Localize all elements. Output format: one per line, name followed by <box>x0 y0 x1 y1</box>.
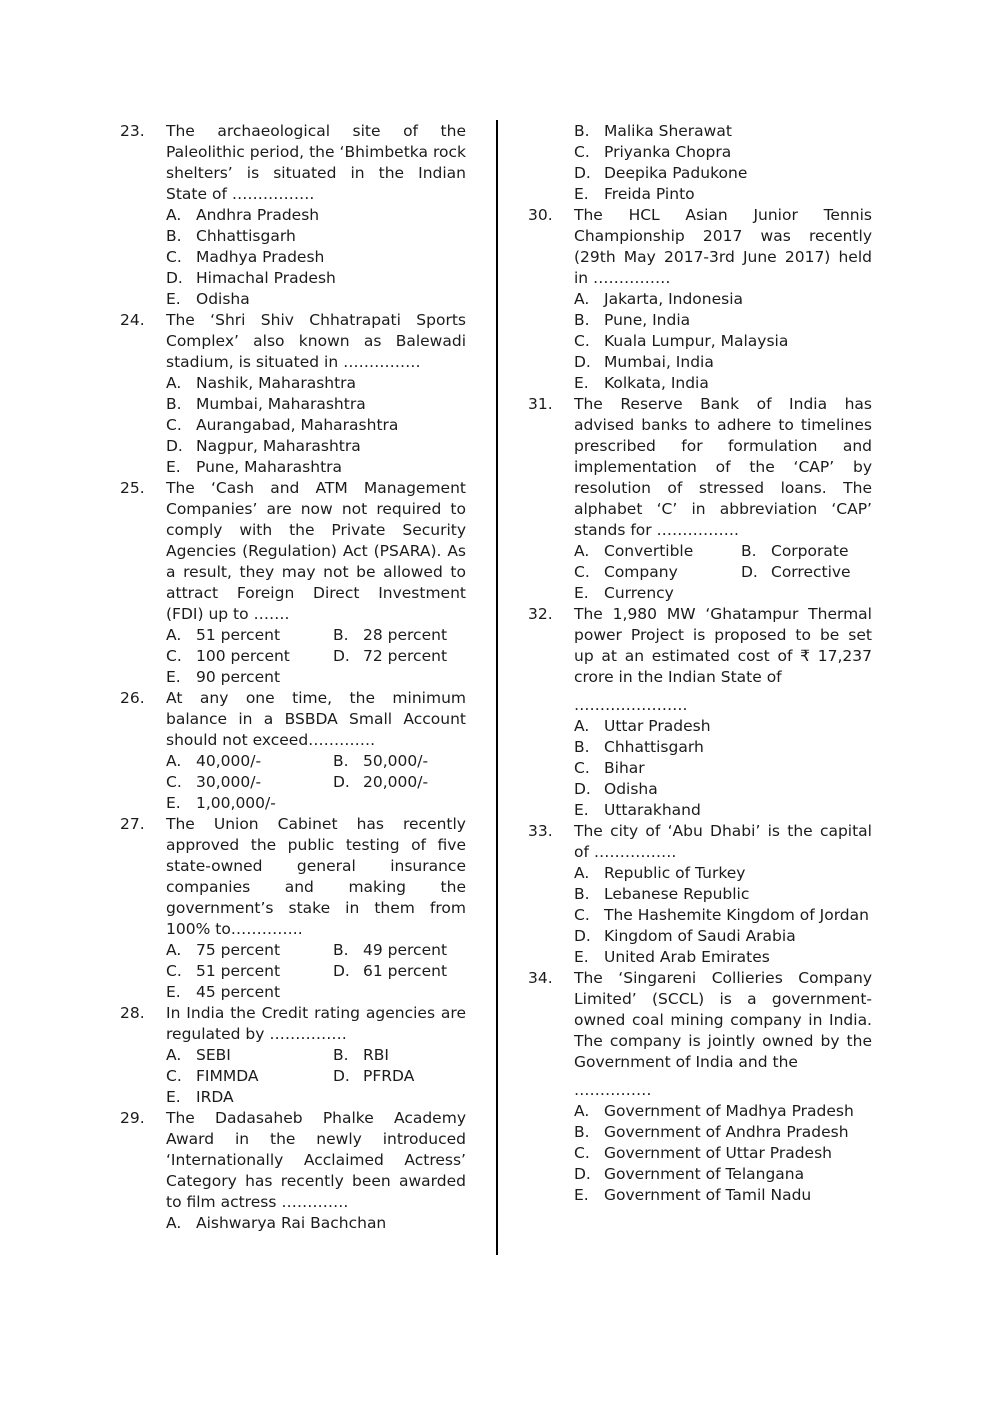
option-text: SEBI <box>196 1046 231 1064</box>
option-label: C. <box>166 416 182 434</box>
option-b <box>574 121 872 142</box>
option-text: Republic of Turkey <box>604 864 746 882</box>
option-text: Freida Pinto <box>604 185 695 203</box>
option-a <box>166 1045 333 1066</box>
option-text: IRDA <box>196 1088 234 1106</box>
question-text-dots: …………… <box>574 1081 652 1099</box>
option-d <box>166 268 466 289</box>
question-32 <box>528 604 872 821</box>
question-number: 25. <box>120 479 145 497</box>
option-label: A. <box>574 1102 590 1120</box>
option-text: Nagpur, Maharashtra <box>196 437 361 455</box>
option-c <box>166 1066 333 1087</box>
option-text: Madhya Pradesh <box>196 248 325 266</box>
option-label: A. <box>166 206 182 224</box>
option-text: 40,000/- <box>196 752 262 770</box>
option-text: 28 percent <box>363 626 448 644</box>
question-number: 28. <box>120 1004 145 1022</box>
question-body <box>574 604 872 821</box>
option-label: D. <box>574 927 591 945</box>
question-text: The Dadasaheb Phalke Academy Award in the newly introduced ‘Internationally Acclaimed Actress’ Category has recently been awarded to film actress …………. <box>166 1109 466 1211</box>
option-label: A. <box>166 1214 182 1232</box>
option-a <box>166 373 466 394</box>
options-list <box>166 1213 466 1234</box>
option-text: Lebanese Republic <box>604 885 750 903</box>
question-body <box>166 478 466 688</box>
option-label: E. <box>574 948 589 966</box>
option-text: 30,000/- <box>196 773 262 791</box>
option-label: D. <box>333 1067 350 1085</box>
question-text: The ‘Singareni Collieries Company Limited’ (SCCL) is a government-owned coal mining company in India. The company is jointly owned by the Government of India and the <box>574 969 872 1071</box>
option-text: Currency <box>604 584 674 602</box>
option-b <box>333 625 466 646</box>
option-a <box>166 940 333 961</box>
option-e <box>574 800 872 821</box>
question-text: The HCL Asian Junior Tennis Championship 2017 was recently (29th May 2017-3rd June 2017) held in …………… <box>574 206 872 287</box>
option-c <box>574 905 872 926</box>
option-label: E. <box>574 374 589 392</box>
option-text: Andhra Pradesh <box>196 206 320 224</box>
question-number: 30. <box>528 206 553 224</box>
question-body <box>166 121 466 310</box>
option-label: E. <box>166 458 181 476</box>
question-number: 23. <box>120 122 145 140</box>
option-text: Himachal Pradesh <box>196 269 336 287</box>
option-text: Mumbai, India <box>604 353 714 371</box>
question-body <box>574 821 872 968</box>
question-text: In India the Credit rating agencies are regulated by …………… <box>166 1004 466 1043</box>
option-text: Corrective <box>771 563 851 581</box>
option-e <box>166 793 333 814</box>
option-text: Uttar Pradesh <box>604 717 711 735</box>
question-24 <box>120 310 466 478</box>
question-body <box>166 1003 466 1108</box>
option-label: B. <box>333 752 349 770</box>
option-label: D. <box>574 164 591 182</box>
option-label: E. <box>166 290 181 308</box>
option-text: Company <box>604 563 678 581</box>
option-e <box>166 289 466 310</box>
option-d <box>166 436 466 457</box>
option-label: A. <box>166 752 182 770</box>
option-text: Malika Sherawat <box>604 122 732 140</box>
option-d <box>574 926 872 947</box>
question-text: The 1,980 MW ‘Ghatampur Thermal power Project is proposed to be set up at an estimated cost of ₹ 17,237 crore in the Indian State of <box>574 605 872 686</box>
options-grid <box>574 541 872 604</box>
option-c <box>574 562 741 583</box>
question-text: The Reserve Bank of India has advised banks to adhere to timelines prescribed for formulation and implementation of the ‘CAP’ by resolution of stressed loans. The alphabet ‘C’ in abbreviation ‘CAP’ stands for ……………. <box>574 395 872 539</box>
option-b <box>574 737 872 758</box>
option-d <box>333 961 466 982</box>
options-list <box>574 863 872 968</box>
option-label: E. <box>166 983 181 1001</box>
option-label: C. <box>574 143 590 161</box>
question-28 <box>120 1003 466 1108</box>
option-text: Kingdom of Saudi Arabia <box>604 927 796 945</box>
options-grid <box>166 625 466 688</box>
option-text: 61 percent <box>363 962 448 980</box>
option-text: Pune, India <box>604 311 691 329</box>
option-text: The Hashemite Kingdom of Jordan <box>604 906 869 924</box>
question-number: 33. <box>528 822 553 840</box>
option-label: B. <box>574 1123 590 1141</box>
question-27 <box>120 814 466 1003</box>
option-e <box>574 373 872 394</box>
question-body <box>166 310 466 478</box>
option-text: Kolkata, India <box>604 374 709 392</box>
option-text: Pune, Maharashtra <box>196 458 343 476</box>
option-label: C. <box>574 759 590 777</box>
question-body <box>574 121 872 205</box>
option-b <box>333 940 466 961</box>
option-text: Government of Andhra Pradesh <box>604 1123 849 1141</box>
question-text: The archaeological site of the Paleolithic period, the ‘Bhimbetka rock shelters’ is situated in the Indian State of ……………. <box>166 122 466 203</box>
option-c <box>574 331 872 352</box>
options-grid <box>166 751 466 814</box>
option-text: PFRDA <box>363 1067 415 1085</box>
option-label: D. <box>574 353 591 371</box>
option-text: 20,000/- <box>363 773 429 791</box>
option-a <box>166 625 333 646</box>
option-d <box>574 779 872 800</box>
option-text: Government of Madhya Pradesh <box>604 1102 854 1120</box>
option-text: Mumbai, Maharashtra <box>196 395 366 413</box>
option-label: B. <box>166 395 182 413</box>
option-label: A. <box>166 374 182 392</box>
option-text: 1,00,000/- <box>196 794 276 812</box>
option-text: 100 percent <box>196 647 290 665</box>
option-c <box>166 646 333 667</box>
option-e <box>166 1087 333 1108</box>
question-31 <box>528 394 872 604</box>
option-label: A. <box>574 864 590 882</box>
question-text: The city of ‘Abu Dhabi’ is the capital of ……………. <box>574 822 872 861</box>
option-label: A. <box>166 1046 182 1064</box>
option-label: D. <box>333 962 350 980</box>
option-label: B. <box>333 1046 349 1064</box>
option-a <box>574 863 872 884</box>
option-text: Government of Telangana <box>604 1165 805 1183</box>
option-label: C. <box>166 1067 182 1085</box>
option-label: D. <box>166 269 183 287</box>
options-grid <box>166 1045 466 1108</box>
option-text: Convertible <box>604 542 694 560</box>
option-text: 51 percent <box>196 962 281 980</box>
question-body <box>166 688 466 814</box>
option-b <box>333 1045 466 1066</box>
question-26 <box>120 688 466 814</box>
question-body <box>166 1108 466 1234</box>
question-number: 31. <box>528 395 553 413</box>
question-text: At any one time, the minimum balance in a BSBDA Small Account should not exceed…………. <box>166 689 466 749</box>
option-label: C. <box>166 962 182 980</box>
option-a <box>166 1213 466 1234</box>
options-list <box>574 121 872 205</box>
question-number: 26. <box>120 689 145 707</box>
option-label: A. <box>166 626 182 644</box>
option-e <box>574 947 872 968</box>
option-c <box>166 772 333 793</box>
option-text: Bihar <box>604 759 645 777</box>
option-label: A. <box>574 717 590 735</box>
option-text: Government of Tamil Nadu <box>604 1186 812 1204</box>
question-text: The Union Cabinet has recently approved the public testing of five state-owned general insurance companies and making the government’s stake in them from 100% to………….. <box>166 815 466 938</box>
question-text-dots: …………………. <box>574 696 688 714</box>
option-label: B. <box>333 626 349 644</box>
option-label: E. <box>574 1186 589 1204</box>
option-text: Priyanka Chopra <box>604 143 732 161</box>
option-b <box>574 310 872 331</box>
option-text: Aurangabad, Maharashtra <box>196 416 399 434</box>
question-29 <box>120 1108 466 1234</box>
option-text: Kuala Lumpur, Malaysia <box>604 332 789 350</box>
option-a <box>166 751 333 772</box>
option-e <box>574 184 872 205</box>
option-text: 72 percent <box>363 647 448 665</box>
option-c <box>574 1143 872 1164</box>
option-label: E. <box>574 584 589 602</box>
option-label: C. <box>574 1144 590 1162</box>
option-d <box>741 562 872 583</box>
option-d <box>574 1164 872 1185</box>
option-c <box>574 758 872 779</box>
question-number: 24. <box>120 311 145 329</box>
column-divider-line <box>496 120 498 1255</box>
option-label: E. <box>574 801 589 819</box>
option-text: Uttarakhand <box>604 801 701 819</box>
option-label: E. <box>166 794 181 812</box>
question-33 <box>528 821 872 968</box>
option-b <box>166 226 466 247</box>
option-c <box>574 142 872 163</box>
question-body <box>166 814 466 1003</box>
option-label: D. <box>741 563 758 581</box>
questions-column-left <box>120 121 466 1234</box>
option-d <box>574 163 872 184</box>
option-b <box>166 394 466 415</box>
question-34 <box>528 968 872 1206</box>
question-body <box>574 205 872 394</box>
question-number: 27. <box>120 815 145 833</box>
option-label: D. <box>574 1165 591 1183</box>
option-text: Government of Uttar Pradesh <box>604 1144 832 1162</box>
question-30 <box>528 205 872 394</box>
option-text: Corporate <box>771 542 849 560</box>
option-text: United Arab Emirates <box>604 948 770 966</box>
option-text: 49 percent <box>363 941 448 959</box>
option-label: B. <box>574 122 590 140</box>
question-number: 34. <box>528 969 553 987</box>
option-a <box>166 205 466 226</box>
questions-column-right <box>528 121 872 1206</box>
option-e <box>574 583 741 604</box>
question-text: The ‘Shri Shiv Chhatrapati Sports Complex’ also known as Balewadi stadium, is situated in …………… <box>166 311 466 371</box>
option-text: FIMMDA <box>196 1067 259 1085</box>
option-d <box>333 1066 466 1087</box>
option-label: C. <box>166 773 182 791</box>
question-continuation <box>528 121 872 205</box>
option-label: B. <box>574 885 590 903</box>
option-text: Nashik, Maharashtra <box>196 374 357 392</box>
option-a <box>574 541 741 562</box>
option-label: B. <box>741 542 757 560</box>
question-body <box>574 968 872 1206</box>
option-e <box>574 1185 872 1206</box>
option-label: D. <box>574 780 591 798</box>
option-text: Chhattisgarh <box>604 738 704 756</box>
option-label: B. <box>574 311 590 329</box>
options-list <box>166 205 466 310</box>
options-list <box>166 373 466 478</box>
option-label: B. <box>166 227 182 245</box>
option-label: C. <box>166 647 182 665</box>
option-text: Odisha <box>604 780 658 798</box>
options-list <box>574 1101 872 1206</box>
option-label: B. <box>574 738 590 756</box>
option-text: Jakarta, Indonesia <box>604 290 744 308</box>
option-c <box>166 415 466 436</box>
option-a <box>574 1101 872 1122</box>
option-text: Chhattisgarh <box>196 227 296 245</box>
option-label: C. <box>574 563 590 581</box>
option-b <box>574 1122 872 1143</box>
question-number: 32. <box>528 605 553 623</box>
option-b <box>333 751 466 772</box>
option-text: Odisha <box>196 290 250 308</box>
option-e <box>166 982 333 1003</box>
option-text: Deepika Padukone <box>604 164 748 182</box>
option-label: A. <box>166 941 182 959</box>
question-body <box>574 394 872 604</box>
option-a <box>574 289 872 310</box>
option-label: A. <box>574 542 590 560</box>
option-label: D. <box>166 437 183 455</box>
option-text: RBI <box>363 1046 389 1064</box>
option-b <box>741 541 872 562</box>
question-number: 29. <box>120 1109 145 1127</box>
option-label: E. <box>166 668 181 686</box>
option-label: C. <box>574 906 590 924</box>
option-d <box>574 352 872 373</box>
option-e <box>166 457 466 478</box>
option-label: C. <box>166 248 182 266</box>
option-text: 51 percent <box>196 626 281 644</box>
question-text: The ‘Cash and ATM Management Companies’ are now not required to comply with the Private Security Agencies (Regulation) Act (PSARA). As a result, they may not be allowed to attract Foreign Direct Investment (FDI) up to ……. <box>166 479 466 623</box>
option-label: D. <box>333 773 350 791</box>
options-list <box>574 716 872 821</box>
question-23 <box>120 121 466 310</box>
option-text: Aishwarya Rai Bachchan <box>196 1214 387 1232</box>
option-c <box>166 961 333 982</box>
option-d <box>333 772 466 793</box>
option-e <box>166 667 333 688</box>
option-d <box>333 646 466 667</box>
option-b <box>574 884 872 905</box>
option-c <box>166 247 466 268</box>
option-text: 45 percent <box>196 983 281 1001</box>
question-25 <box>120 478 466 688</box>
option-label: D. <box>333 647 350 665</box>
option-text: 50,000/- <box>363 752 429 770</box>
options-grid <box>166 940 466 1003</box>
option-label: E. <box>574 185 589 203</box>
option-label: E. <box>166 1088 181 1106</box>
question-number <box>528 121 574 205</box>
option-label: C. <box>574 332 590 350</box>
option-text: 75 percent <box>196 941 281 959</box>
options-list <box>574 289 872 394</box>
option-text: 90 percent <box>196 668 281 686</box>
option-label: A. <box>574 290 590 308</box>
option-label: B. <box>333 941 349 959</box>
option-a <box>574 716 872 737</box>
